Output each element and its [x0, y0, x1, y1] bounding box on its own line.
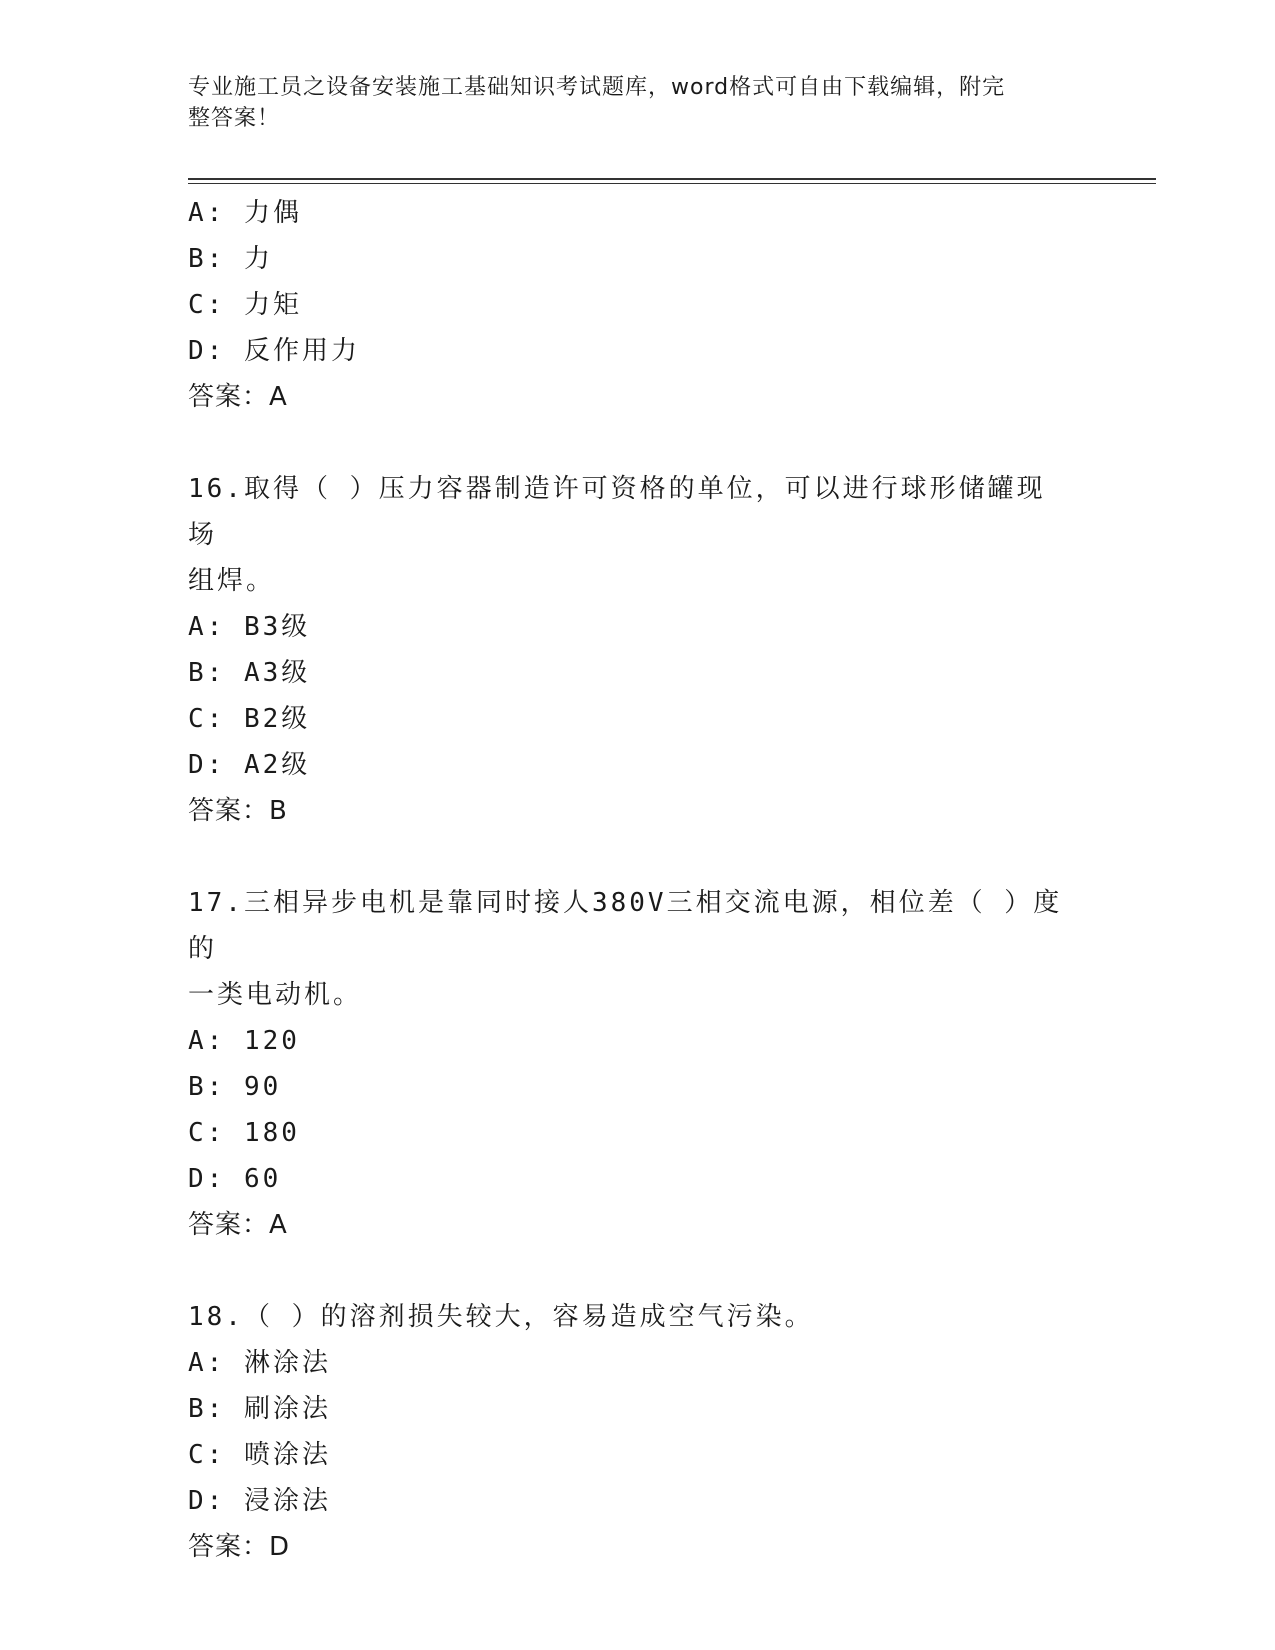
option-c: C: B2级: [188, 704, 311, 734]
header-rule-thin: [188, 183, 1156, 184]
option-b: B: 刷涂法: [188, 1394, 331, 1424]
spacer: [188, 834, 1088, 880]
question-stem: [188, 1294, 1068, 1340]
question-stem-line-2: 一类电动机。: [188, 980, 363, 1010]
question-stem-line-1: 17.三相异步电机是靠同时接人380V三相交流电源，相位差（ ）度的: [188, 888, 1063, 964]
answer: 答案：B: [188, 796, 288, 826]
option-c: C: 喷涂法: [188, 1440, 331, 1470]
question-stem-line-1: 18.（ ）的溶剂损失较大，容易造成空气污染。: [188, 1302, 814, 1332]
question-stem-line-1: 16.取得（ ）压力容器制造许可资格的单位，可以进行球形储罐现场: [188, 474, 1046, 550]
option-a: A: 淋涂法: [188, 1348, 331, 1378]
spacer: [188, 1248, 1088, 1294]
option-d: D: 反作用力: [188, 336, 360, 366]
option-b: B: 力: [188, 244, 273, 274]
spacer: [188, 420, 1088, 466]
question-16: [188, 466, 1088, 834]
option-c: C: 力矩: [188, 290, 302, 320]
question-15: [188, 190, 1088, 420]
answer: 答案：D: [188, 1532, 291, 1562]
option-c: C: 180: [188, 1118, 300, 1148]
header-line-2: 整答案！: [188, 106, 281, 131]
option-b: B: A3级: [188, 658, 311, 688]
option-a: A: B3级: [188, 612, 311, 642]
option-d: D: 60: [188, 1164, 282, 1194]
option-b: B: 90: [188, 1072, 282, 1102]
option-d: D: A2级: [188, 750, 311, 780]
question-list: [188, 190, 1088, 1570]
header-line-1: 专业施工员之设备安装施工基础知识考试题库，word格式可自由下载编辑，附完: [188, 75, 1006, 100]
header-rule-thick: [188, 178, 1156, 180]
question-stem: [188, 880, 1068, 1018]
answer: 答案：A: [188, 1210, 288, 1240]
option-a: A: 120: [188, 1026, 300, 1056]
option-a: A: 力偶: [188, 198, 302, 228]
document-header: [188, 72, 1078, 134]
answer: 答案：A: [188, 382, 288, 412]
question-17: [188, 880, 1088, 1248]
question-stem-line-2: 组焊。: [188, 566, 276, 596]
option-d: D: 浸涂法: [188, 1486, 331, 1516]
question-18: [188, 1294, 1088, 1570]
question-stem: [188, 466, 1068, 604]
